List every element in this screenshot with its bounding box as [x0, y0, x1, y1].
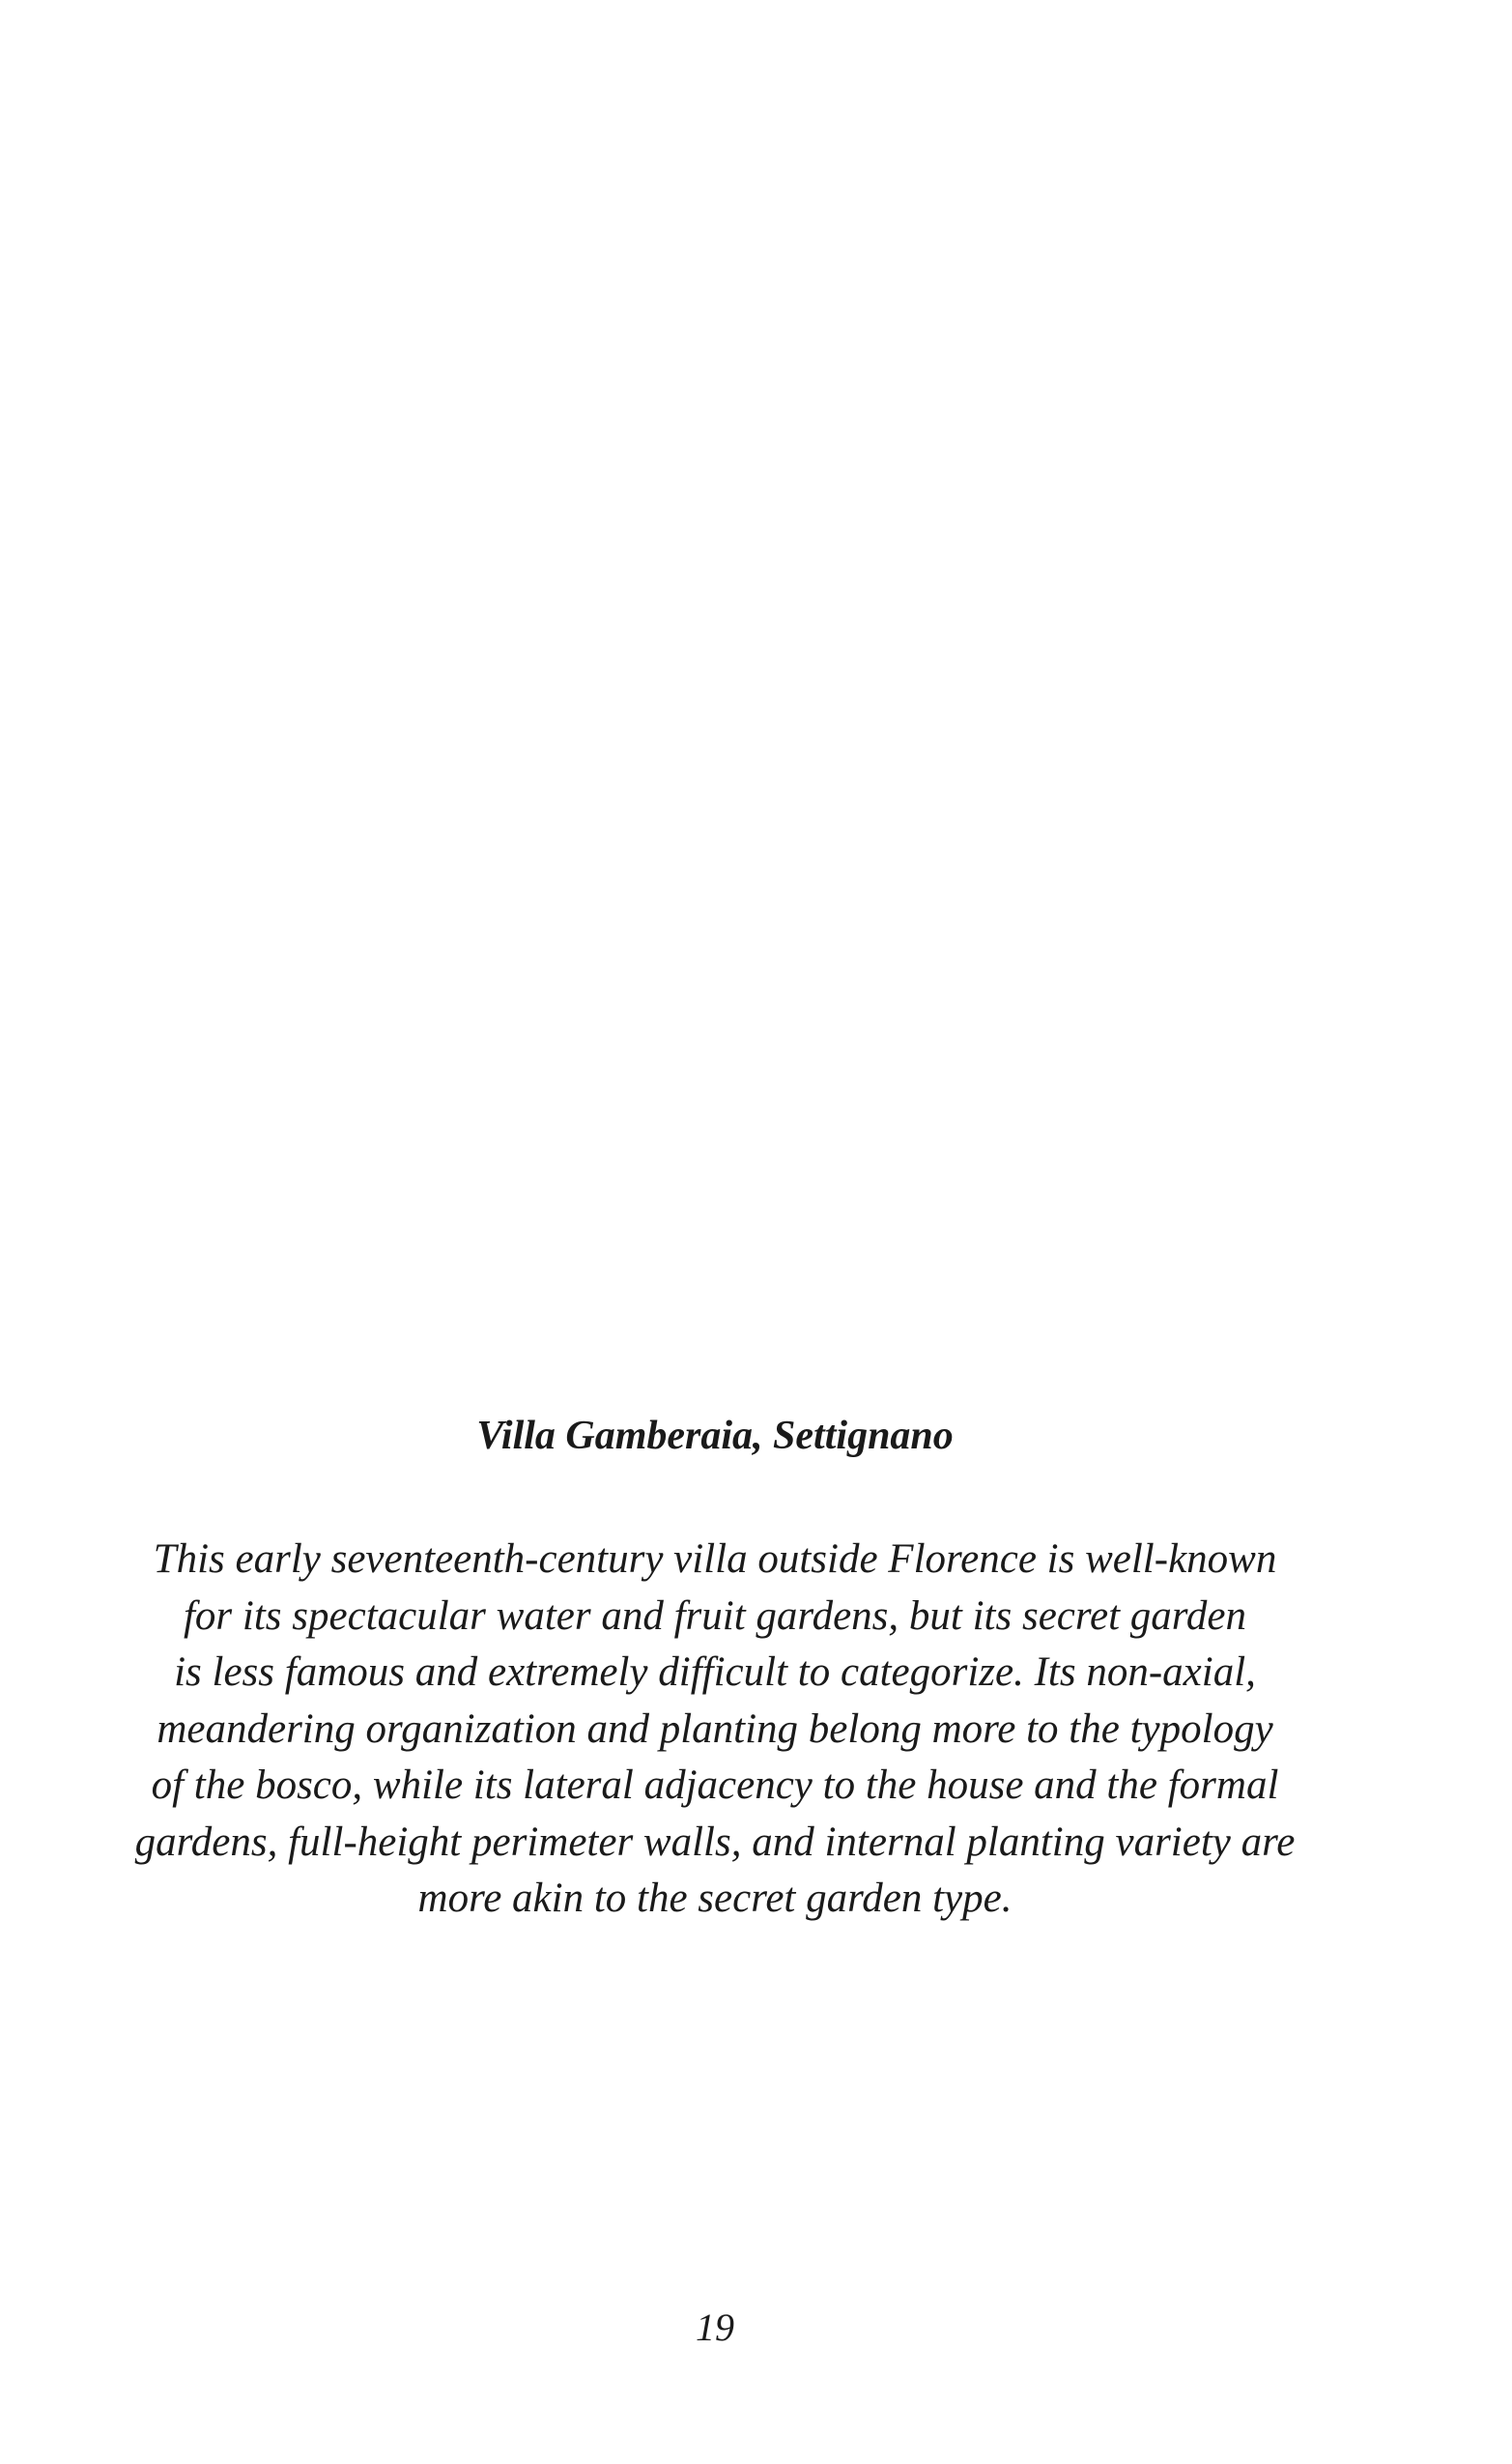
paragraph-line: more akin to the secret garden type.: [417, 1876, 1013, 1921]
section-title: Villa Gamberaia, Settignano: [476, 1414, 954, 1458]
paragraph-line: is less famous and extremely difficult to categorize. Its non-axial,: [174, 1649, 1256, 1695]
paragraph-line: This early seventeenth-century villa outside Florence is well-known: [153, 1536, 1277, 1582]
paragraph-line: meandering organization and planting belong more to the typology: [157, 1705, 1273, 1752]
paragraph-line: of the bosco, while its lateral adjacency to the house and the formal: [151, 1762, 1279, 1808]
paragraph-line: gardens, full-height perimeter walls, and internal planting variety are: [134, 1819, 1296, 1865]
paragraph-line: for its spectacular water and fruit gardens, but its secret garden: [183, 1592, 1247, 1639]
page-number: 19: [696, 2306, 734, 2349]
body-paragraph: [58, 1532, 1372, 1928]
